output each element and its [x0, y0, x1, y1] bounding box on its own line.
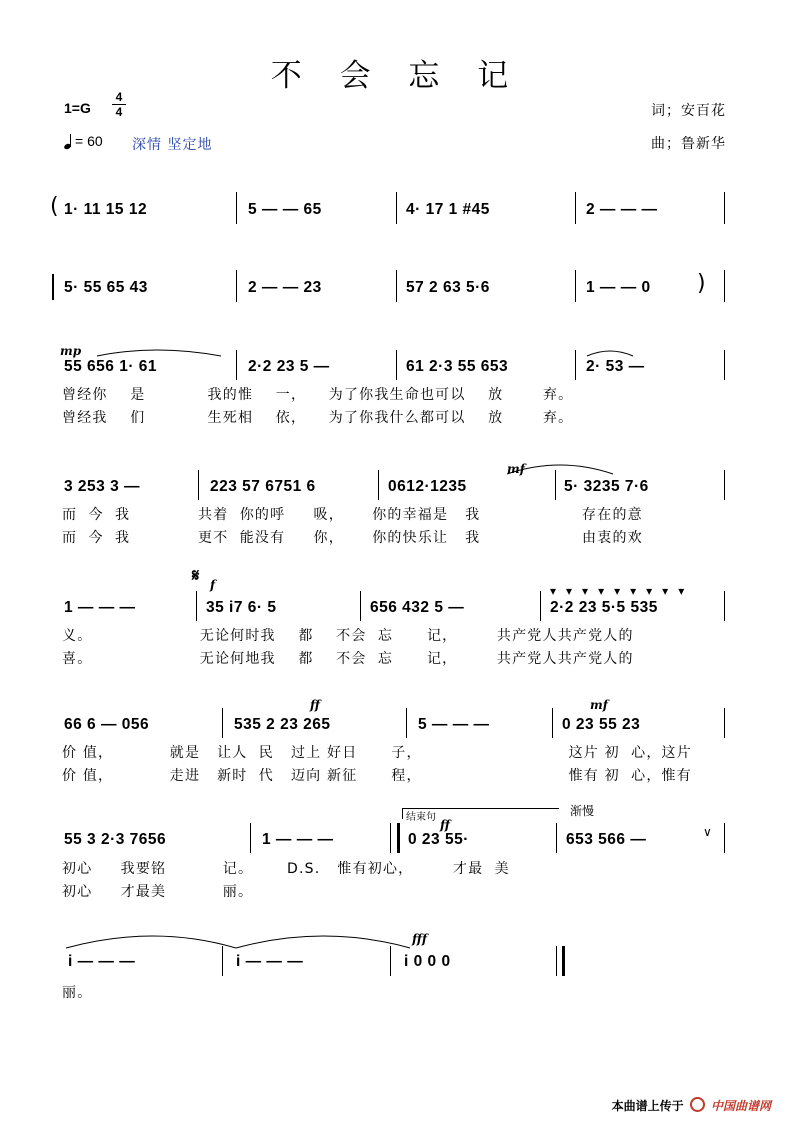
- barline: [724, 350, 725, 380]
- barline: [724, 591, 725, 621]
- measure-4-3: 0612·1235: [388, 478, 467, 495]
- lyrics-3-verse-2: 曾经我 们 生死相 依， 为了你我什么都可以 放 弃。: [62, 410, 574, 426]
- measure-5-3: 656 432 5 —: [370, 599, 465, 616]
- quarter-note-icon: [64, 133, 73, 149]
- slur: [585, 344, 635, 358]
- tempo-marking: [64, 133, 103, 149]
- page-title: 不 会 忘 记: [270, 58, 523, 94]
- measure-8-2: i — — —: [236, 953, 304, 970]
- barline: [378, 470, 379, 500]
- measure-4-1: 3 253 3 —: [64, 478, 141, 495]
- repeat-start: [52, 274, 56, 300]
- measure-7-1: 55 3 2·3 7656: [64, 831, 167, 848]
- dynamic-fff: fff: [412, 932, 428, 946]
- ending-label: 结束句: [406, 812, 436, 823]
- barline: [222, 946, 223, 976]
- barline: [396, 350, 397, 380]
- lyrics-7-verse-2: 初心 才最美 丽。: [62, 884, 254, 900]
- site-brand[interactable]: 中国曲谱网: [710, 1099, 771, 1113]
- measure-8-3: i 0 0 0: [404, 953, 451, 970]
- footer-text: 本曲谱上传于: [611, 1099, 684, 1113]
- barline: [236, 270, 237, 302]
- lyrics-5-verse-2: 喜。 无论何地我 都 不会 忘 记， 共产党人共产党人的: [62, 651, 634, 667]
- lyrics-5-verse-1: 义。 无论何时我 都 不会 忘 记， 共产党人共产党人的: [62, 628, 634, 644]
- meter-bottom: 4: [115, 105, 123, 119]
- barline: [250, 823, 251, 853]
- measure-4-2: 223 57 6751 6: [210, 478, 316, 495]
- barline: [575, 192, 576, 224]
- measure-3-1: 55 656 1· 61: [64, 358, 158, 375]
- barline: [552, 708, 553, 738]
- measure-2-2: 2 — — 23: [248, 279, 322, 296]
- barline: [575, 270, 576, 302]
- lyrics-4-verse-2: 而 今 我 更不 能没有 你， 你的快乐让 我 由衷的欢: [62, 530, 643, 546]
- time-signature: [112, 90, 126, 119]
- footer-credit: [612, 1097, 771, 1114]
- measure-1-2: 5 — — 65: [248, 201, 322, 218]
- breath-mark: ∨: [703, 825, 712, 839]
- barline: [724, 192, 725, 224]
- segno-sign: 𝄋: [192, 566, 200, 586]
- bracket-open: (: [50, 194, 59, 219]
- dynamic-mf-2: mf: [590, 698, 608, 712]
- barline: [406, 708, 407, 738]
- measure-3-3: 61 2·3 55 653: [406, 358, 509, 375]
- measure-1-4: 2 — — —: [586, 201, 658, 218]
- final-barline: [556, 946, 565, 976]
- measure-3-2: 2·2 23 5 —: [248, 358, 330, 375]
- measure-7-4: 653 566 —: [566, 831, 647, 848]
- dynamic-mf: mf: [507, 462, 525, 476]
- slur: [95, 344, 225, 358]
- expression-marking: 深情 坚定地: [132, 137, 213, 153]
- measure-1-1: 1· 11 15 12: [64, 201, 148, 218]
- barline: [236, 192, 237, 224]
- barline: [396, 270, 397, 302]
- barline: [724, 823, 725, 853]
- dynamic-f: f: [210, 578, 216, 592]
- accent-marks: ▾▾▾▾▾▾▾▾▾: [550, 584, 695, 598]
- measure-1-3: 4· 17 1 #45: [406, 201, 490, 218]
- meter-top: 4: [115, 90, 123, 104]
- site-logo-icon: [690, 1097, 705, 1112]
- tie-slurs: [64, 928, 416, 950]
- measure-6-2: 535 2 23 265: [234, 716, 331, 733]
- barline: [222, 708, 223, 738]
- key-signature: 1=G: [64, 100, 91, 116]
- barline: [540, 591, 541, 621]
- measure-2-3: 57 2 63 5·6: [406, 279, 490, 296]
- barline: [724, 270, 725, 302]
- lyrics-4-verse-1: 而 今 我 共着 你的呼 吸， 你的幸福是 我 存在的意: [62, 507, 643, 523]
- barline: [575, 350, 576, 380]
- bracket-close: ): [697, 271, 706, 296]
- measure-6-1: 66 6 — 056: [64, 716, 150, 733]
- measure-7-3: 0 23 55·: [408, 831, 469, 848]
- measure-2-4: 1 — — 0: [586, 279, 651, 296]
- composer-credit: 曲；鲁新华: [651, 136, 726, 152]
- dynamic-ff: ff: [310, 698, 320, 712]
- barline: [360, 591, 361, 621]
- measure-8-1: i — — —: [68, 953, 136, 970]
- barline: [556, 823, 557, 853]
- barline: [724, 470, 725, 500]
- barline: [724, 708, 725, 738]
- measure-5-1: 1 — — —: [64, 599, 136, 616]
- lyrics-3-verse-1: 曾经你 是 我的惟 一， 为了你我生命也可以 放 弃。: [62, 387, 574, 403]
- measure-6-4: 0 23 55 23: [562, 716, 641, 733]
- lyrics-8-verse-1: 丽。: [62, 985, 93, 1001]
- measure-7-2: 1 — — —: [262, 831, 334, 848]
- barline: [555, 470, 556, 500]
- measure-3-4: 2· 53 —: [586, 358, 645, 375]
- measure-5-4: 2·2 23 5·5 535: [550, 599, 658, 616]
- measure-6-3: 5 — — —: [418, 716, 490, 733]
- tempo-value: = 60: [75, 133, 103, 149]
- lyrics-6-verse-2: 价 值， 走进 新时 代 迈向 新征 程， 惟有 初 心，惟有: [62, 768, 692, 784]
- ritardando-marking: 渐慢: [570, 804, 595, 818]
- repeat-end-barline: [390, 823, 400, 853]
- barline: [236, 350, 237, 380]
- lyrics-7-verse-1: 初心 我要铭 记。 D.S. 惟有初心， 才最 美: [62, 861, 510, 877]
- dynamic-ff-2: ff: [440, 818, 450, 832]
- barline: [198, 470, 199, 500]
- dynamic-mp: mp: [60, 344, 82, 358]
- lyricist-credit: 词；安百花: [651, 103, 726, 119]
- barline: [390, 946, 391, 976]
- lyrics-6-verse-1: 价 值， 就是 让人 民 过上 好日 子， 这片 初 心，这片: [62, 745, 692, 761]
- measure-5-2: 35 i7 6· 5: [206, 599, 277, 616]
- barline: [396, 192, 397, 224]
- barline: [196, 591, 197, 621]
- measure-2-1: 5· 55 65 43: [64, 279, 148, 296]
- measure-4-4: 5· 3235 7·6: [564, 478, 649, 495]
